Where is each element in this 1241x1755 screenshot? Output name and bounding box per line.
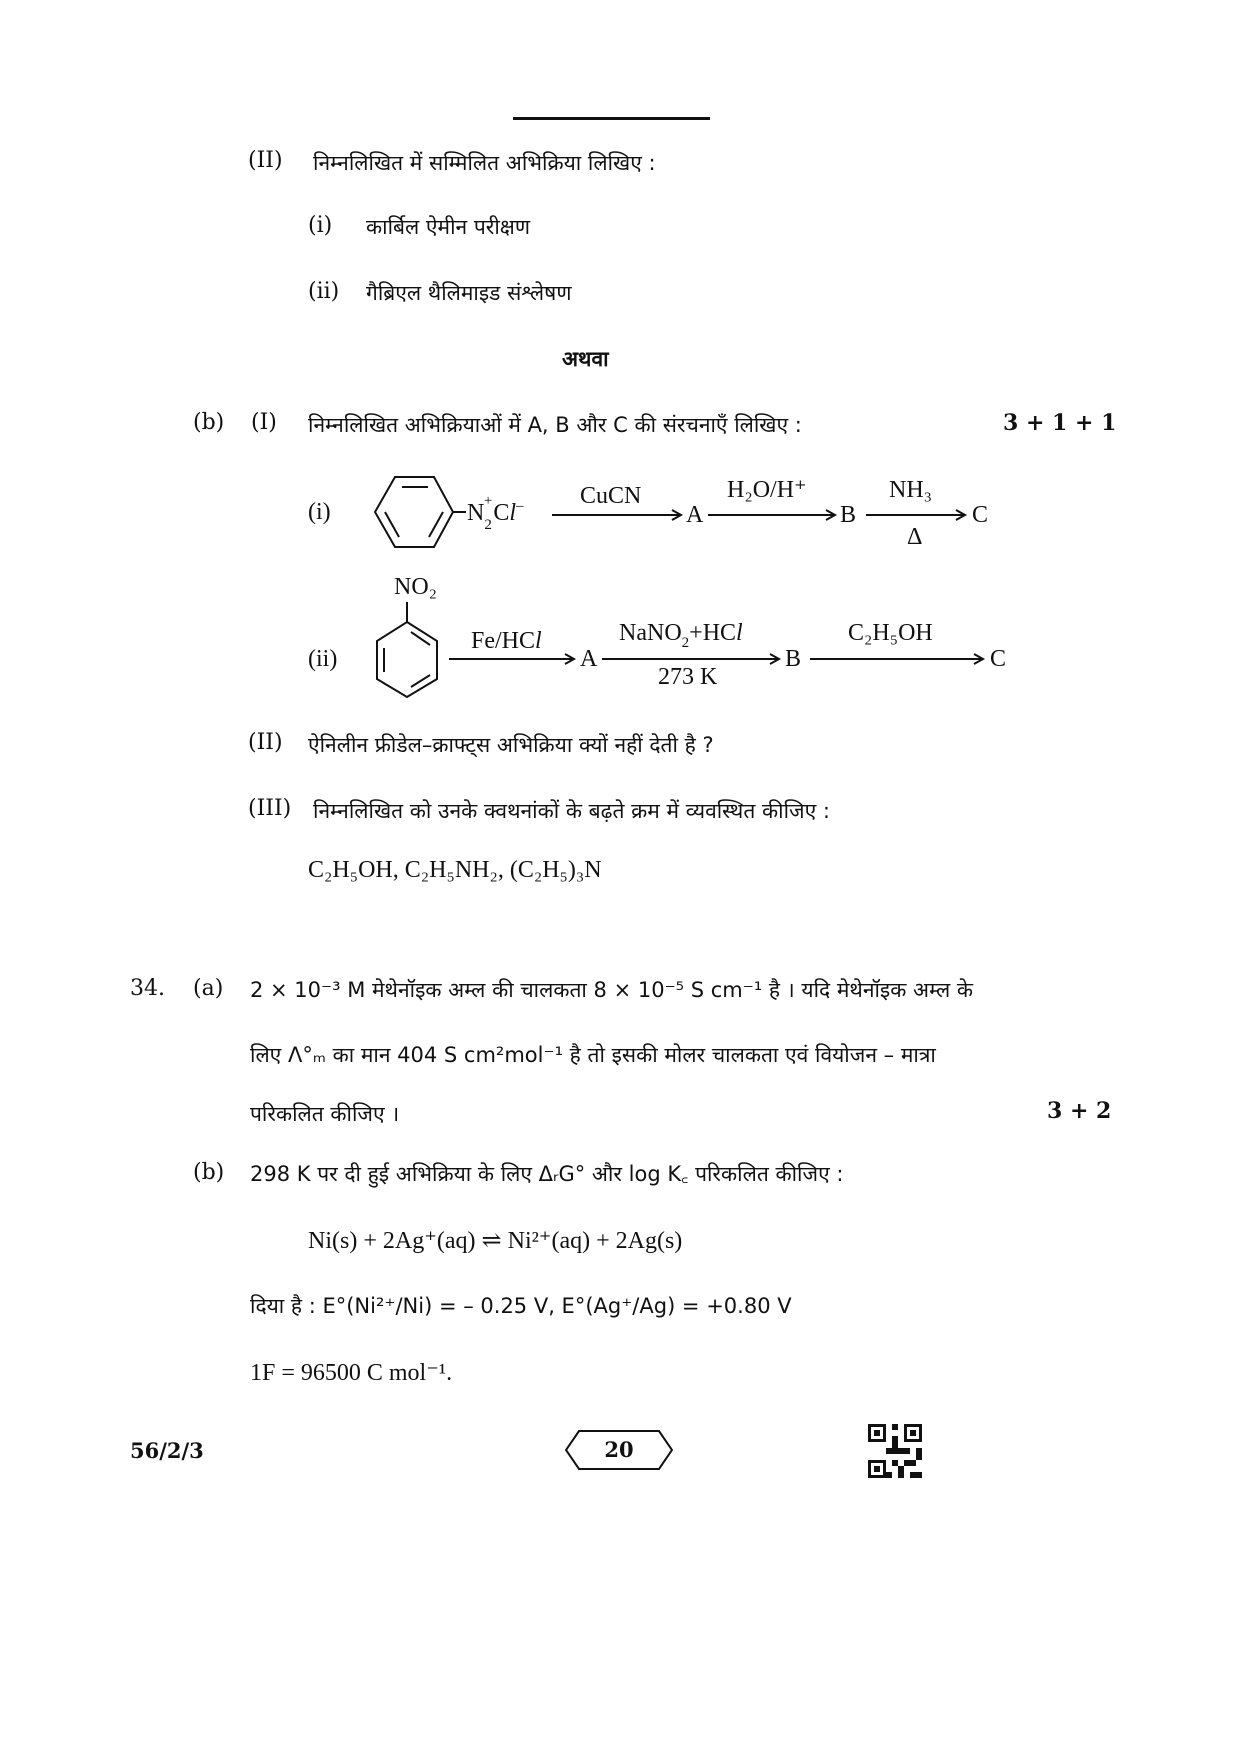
- reaction-ii-A: A: [580, 646, 598, 672]
- paper-code: 56/2/3: [130, 1438, 204, 1463]
- reaction-ii-arrow3: [810, 654, 983, 664]
- reaction-scheme: [0, 0, 1241, 700]
- reaction-i-condition: Δ: [907, 524, 923, 550]
- reaction-ii-C: C: [990, 646, 1007, 672]
- reaction-i-reagent1: CuCN: [580, 483, 642, 509]
- item-ii-label: (ii): [308, 279, 340, 304]
- item-i-text: कार्बिल ऐमीन परीक्षण: [366, 215, 531, 239]
- q34a-line2: लिए Λ°ₘ का मान 404 S cm²mol⁻¹ है तो इसकी मोलर चालकता एवं वियोजन – मात्रा: [250, 1043, 936, 1067]
- item-i-label: (i): [308, 213, 333, 238]
- page-number-badge: [565, 1430, 673, 1470]
- reaction-ii-reagent3: C₂H₅OH: [848, 620, 933, 646]
- reaction-ii-arrow1: [449, 654, 574, 664]
- q34a-line3: परिकलित कीजिए ।: [250, 1102, 400, 1126]
- benzene-ring-i: [375, 477, 466, 547]
- page-number: 20: [604, 1437, 634, 1462]
- reaction-i-arrow2: [708, 510, 835, 520]
- q34-number: 34.: [130, 976, 165, 1001]
- reaction-i-arrow3: [866, 510, 965, 520]
- reaction-i-B: B: [840, 502, 857, 528]
- reaction-i-label: (i): [308, 499, 331, 525]
- reaction-ii-arrow2: [602, 654, 779, 664]
- reaction-ii-reagent2: NaNO$_2$+HCl: [619, 620, 743, 651]
- reaction-i-C: C: [972, 502, 989, 528]
- q34b-faraday: 1F = 96500 C mol⁻¹.: [250, 1360, 453, 1386]
- or-text: अथवा: [562, 347, 609, 371]
- q33b-compounds: C₂H₅OH, C₂H₅NH₂, (C₂H₅)₃N: [308, 857, 602, 883]
- reaction-ii-B: B: [785, 646, 802, 672]
- benzene-ring-ii: [377, 602, 437, 697]
- reaction-ii-condition: 273 K: [658, 664, 718, 690]
- q34b-text: 298 K पर दी हुई अभिक्रिया के लिए ΔᵣG° और log K꜀ परिकलित कीजिए :: [250, 1162, 844, 1186]
- reaction-i-reagent3: NH₃: [889, 477, 933, 503]
- q33b-part-ii-label: (II): [248, 730, 283, 755]
- reaction-i-reagent2: H₂O/H⁺: [727, 477, 807, 503]
- q33b-marks: 3 + 1 + 1: [1003, 410, 1117, 436]
- q34a-label: (a): [193, 976, 224, 1001]
- q33b-part-ii-text: ऐनिलीन फ्रीडेल–क्राफ्ट्स अभिक्रिया क्यों नहीं देती है ?: [308, 733, 714, 757]
- q33b-part-iii-label: (III): [248, 796, 292, 821]
- diazonium-text: $N_2+Cl^-$: [467, 493, 524, 533]
- q34a-line1: 2 × 10⁻³ M मेथेनॉइक अम्ल की चालकता 8 × 10⁻⁵ S cm⁻¹ है । यदि मेथेनॉइक अम्ल के: [250, 978, 974, 1002]
- q34b-equation: Ni(s) + 2Ag⁺(aq) ⇌ Ni²⁺(aq) + 2Ag(s): [308, 1228, 683, 1254]
- q33b-part-iii-text: निम्नलिखित को उनके क्वथनांकों के बढ़ते क्रम में व्यवस्थित कीजिए :: [313, 799, 830, 823]
- qr-code-icon: [868, 1424, 922, 1478]
- part-ii-label: (II): [248, 148, 283, 173]
- q33b-label: (b): [193, 410, 225, 435]
- reaction-i-A: A: [686, 502, 704, 528]
- reaction-ii-reagent1: Fe/HCl: [471, 628, 542, 654]
- reaction-i-arrow1: [552, 510, 681, 520]
- q33b-part-i-text: निम्नलिखित अभिक्रियाओं में A, B और C की संरचनाएँ लिखिए :: [308, 413, 802, 437]
- q33b-part-i-label: (I): [251, 410, 277, 435]
- part-ii-text: निम्नलिखित में सम्मिलित अभिक्रिया लिखिए :: [313, 151, 656, 175]
- reaction-ii-substituent: NO₂: [394, 574, 438, 600]
- item-ii-text: गैब्रिएल थैलिमाइड संश्लेषण: [366, 281, 572, 305]
- q34b-label: (b): [193, 1160, 225, 1185]
- reaction-ii-label: (ii): [308, 646, 338, 672]
- q34b-given: दिया है : E°(Ni²⁺/Ni) = – 0.25 V, E°(Ag⁺/Ag) = +0.80 V: [250, 1294, 792, 1318]
- q34a-marks: 3 + 2: [1047, 1098, 1112, 1124]
